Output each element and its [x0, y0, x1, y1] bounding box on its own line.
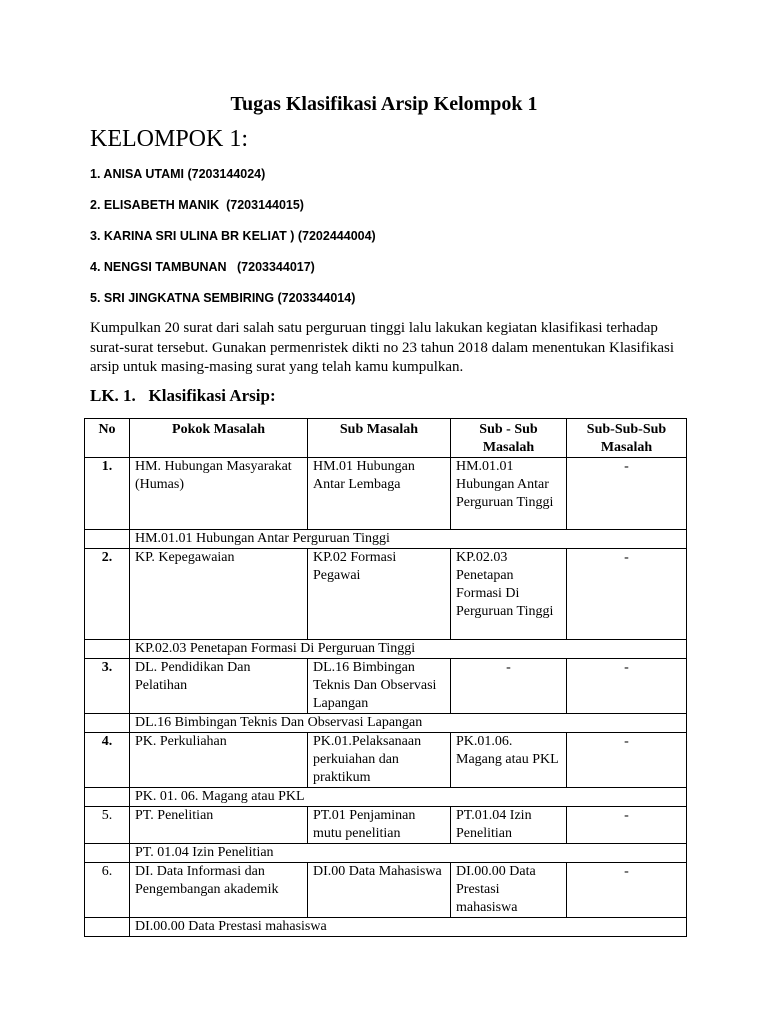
- table-row: [85, 733, 687, 788]
- row-number: 3.: [85, 659, 130, 714]
- cell-sub-sub-masalah: HM.01.01 Hubungan Antar Perguruan Tinggi: [451, 458, 567, 530]
- instructions-paragraph: Kumpulkan 20 surat dari salah satu perguruan tinggi lalu lakukan kegiatan klasifikasi terhadap surat-surat tersebut. Gunakan permenristek dikti no 23 tahun 2018 dalam menentukan Klasifikasi arsip untuk masing-masing surat yang telah kamu kumpulkan.: [90, 320, 675, 375]
- member-item: 3. KARINA SRI ULINA BR KELIAT ) (7202444004): [90, 229, 376, 243]
- summary-spacer: [85, 640, 130, 659]
- cell-sub-masalah: PK.01.Pelaksanaan perkuiahan dan praktikum: [308, 733, 451, 788]
- cell-sub-masalah: DI.00 Data Mahasiswa: [308, 863, 451, 918]
- row-number: 1.: [85, 458, 130, 530]
- summary-spacer: [85, 788, 130, 807]
- cell-sub-sub-masalah: PT.01.04 Izin Penelitian: [451, 807, 567, 844]
- header-sub-masalah: Sub Masalah: [308, 419, 451, 458]
- summary-row: [85, 640, 687, 659]
- cell-pokok-masalah: KP. Kepegawaian: [130, 549, 308, 640]
- cell-pokok-masalah: PT. Penelitian: [130, 807, 308, 844]
- cell-pokok-masalah: DL. Pendidikan Dan Pelatihan: [130, 659, 308, 714]
- summary-cell: HM.01.01 Hubungan Antar Perguruan Tinggi: [130, 530, 687, 549]
- cell-pokok-masalah: HM. Hubungan Masyarakat (Humas): [130, 458, 308, 530]
- member-item: 1. ANISA UTAMI (7203144024): [90, 167, 266, 181]
- table-row: [85, 659, 687, 714]
- cell-sub-sub-masalah: PK.01.06. Magang atau PKL: [451, 733, 567, 788]
- cell-sub-sub-sub-masalah: -: [567, 807, 687, 844]
- cell-pokok-masalah: PK. Perkuliahan: [130, 733, 308, 788]
- cell-sub-masalah: PT.01 Penjaminan mutu penelitian: [308, 807, 451, 844]
- table-row: [85, 549, 687, 640]
- summary-spacer: [85, 714, 130, 733]
- summary-spacer: [85, 530, 130, 549]
- row-number: 6.: [85, 863, 130, 918]
- section-heading: LK. 1. Klasifikasi Arsip:: [90, 386, 276, 405]
- summary-row: [85, 714, 687, 733]
- cell-sub-sub-masalah: -: [451, 659, 567, 714]
- summary-spacer: [85, 844, 130, 863]
- cell-sub-sub-sub-masalah: -: [567, 733, 687, 788]
- cell-sub-sub-sub-masalah: -: [567, 659, 687, 714]
- summary-cell: KP.02.03 Penetapan Formasi Di Perguruan Tinggi: [130, 640, 687, 659]
- header-no: No: [85, 419, 130, 458]
- header-sub-sub-masalah: Sub - Sub Masalah: [451, 419, 567, 458]
- document-title: Tugas Klasifikasi Arsip Kelompok 1: [230, 93, 538, 115]
- summary-spacer: [85, 918, 130, 937]
- summary-cell: PT. 01.04 Izin Penelitian: [130, 844, 687, 863]
- member-item: 5. SRI JINGKATNA SEMBIRING (7203344014): [90, 291, 356, 305]
- cell-sub-sub-masalah: DI.00.00 Data Prestasi mahasiswa: [451, 863, 567, 918]
- cell-sub-sub-sub-masalah: -: [567, 458, 687, 530]
- table-row: [85, 458, 687, 530]
- row-number: 4.: [85, 733, 130, 788]
- group-heading: KELOMPOK 1:: [90, 126, 249, 152]
- summary-row: [85, 530, 687, 549]
- row-number: 2.: [85, 549, 130, 640]
- cell-sub-sub-masalah: KP.02.03 Penetapan Formasi Di Perguruan Tinggi: [451, 549, 567, 640]
- cell-pokok-masalah: DI. Data Informasi dan Pengembangan akademik: [130, 863, 308, 918]
- member-item: 2. ELISABETH MANIK (7203144015): [90, 198, 304, 212]
- row-number: 5.: [85, 807, 130, 844]
- cell-sub-masalah: KP.02 Formasi Pegawai: [308, 549, 451, 640]
- cell-sub-sub-sub-masalah: -: [567, 863, 687, 918]
- table-row: [85, 807, 687, 844]
- summary-row: [85, 918, 687, 937]
- member-list: [90, 166, 376, 321]
- summary-row: [85, 844, 687, 863]
- header-sub-sub-sub-masalah: Sub-Sub-Sub Masalah: [567, 419, 687, 458]
- cell-sub-masalah: HM.01 Hubungan Antar Lembaga: [308, 458, 451, 530]
- table-row: [85, 863, 687, 918]
- summary-cell: DL.16 Bimbingan Teknis Dan Observasi Lapangan: [130, 714, 687, 733]
- table-header-row: [85, 419, 687, 458]
- classification-table: [84, 418, 687, 937]
- header-pokok-masalah: Pokok Masalah: [130, 419, 308, 458]
- summary-cell: PK. 01. 06. Magang atau PKL: [130, 788, 687, 807]
- cell-sub-masalah: DL.16 Bimbingan Teknis Dan Observasi Lapangan: [308, 659, 451, 714]
- cell-sub-sub-sub-masalah: -: [567, 549, 687, 640]
- summary-cell: DI.00.00 Data Prestasi mahasiswa: [130, 918, 687, 937]
- summary-row: [85, 788, 687, 807]
- member-item: 4. NENGSI TAMBUNAN (7203344017): [90, 260, 315, 274]
